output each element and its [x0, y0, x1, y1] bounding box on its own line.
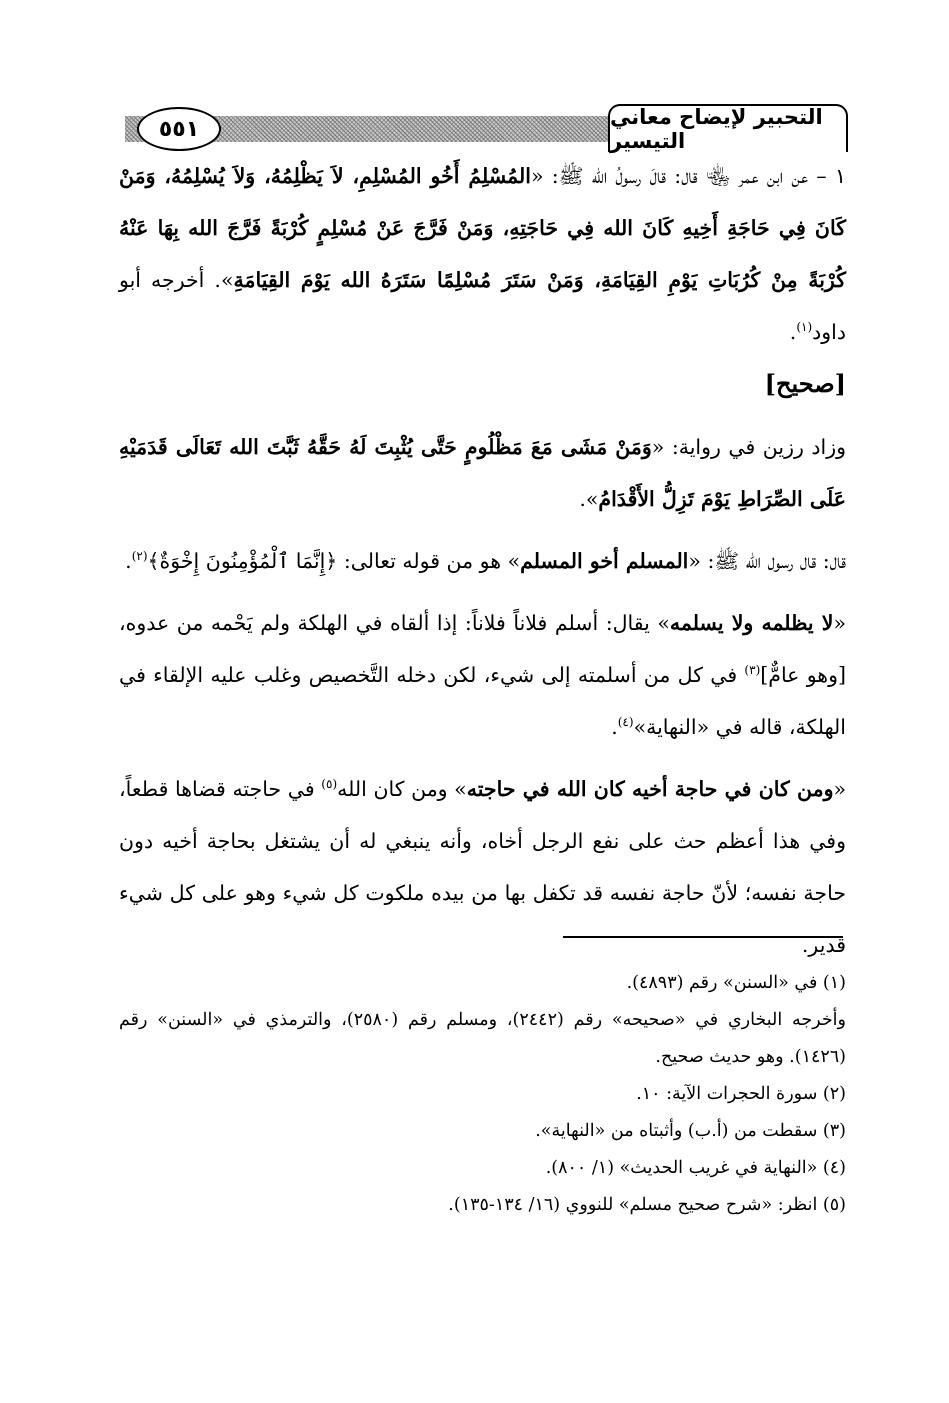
text-run: في كل من أسلمته إلى شيء، لكن دخله التَّخصيص وغلب عليه الإلقاء في الهلكة، قاله في «النهاية» — [119, 663, 846, 739]
text-run: » هو من قوله تعالى: ﴿إِنَّمَا ٱلْمُؤْمِنُونَ إِخْوَةٌ﴾ — [147, 549, 521, 573]
text-run: » ومن كان الله — [337, 777, 467, 801]
footnote: (٥) انظر: «شرح صحيح مسلم» للنووي (١٦/ ١٣٤-١٣٥). — [448, 1195, 846, 1215]
hadith-text: المُسْلِمُ أَخُو المُسْلِمِ، لاَ يَظْلِمُهُ، وَلاَ يُسْلِمُهُ، وَمَنْ كَانَ فِي حَاجَةِ أَخِيهِ كَانَ الله فِي حَاجَتِهِ، وَمَنْ فَرَّجَ عَنْ مُسْلِمٍ كُرْبَةً فَرَّجَ الله بِهَا عَنْهُ كُرْبَةً مِنْ كُرُبَاتِ يَوْمِ القِيَامَةِ، وَمَنْ سَتَرَ مُسْلِمًا سَتَرَهُ الله يَوْمَ القِيَامَةِ — [119, 164, 846, 292]
footnote-ref: (٣) — [744, 663, 761, 678]
footnote: (١) في «السنن» رقم (٤٨٩٣). — [626, 973, 846, 993]
text-run: ١ – عن ابن عمر ﵄ قال: قالَ رسولُ الله ﷺ: « — [530, 164, 846, 188]
text-run: وزاد رزين في رواية: « — [651, 435, 846, 459]
text-run: في حاجته قضاها قطعاً، وفي هذا أعظم حث على نفع الرجل أخاه، وأنه ينبغي له أن يشتغل بحاجة أخيه دون حاجة نفسه؛ لأنّ حاجة نفسه قد تكفل بها من بيده ملكوت كل شيء وهو على كل شيء قدير. — [119, 777, 846, 957]
footnotes — [119, 965, 846, 1224]
text-run: « — [833, 611, 847, 635]
footnote-ref: (٤) — [617, 715, 634, 730]
commentary-paragraph — [119, 763, 846, 971]
text-run: . — [125, 549, 132, 573]
text-run: ». أخرجه أبو داود — [119, 268, 846, 344]
footnote-divider — [563, 936, 843, 938]
text-run: . — [789, 320, 797, 344]
footnote-ref: (٥) — [321, 777, 338, 792]
footnote-ref: (١) — [796, 320, 813, 335]
grade-badge: [صحيح] — [764, 369, 846, 398]
commentary-paragraph — [119, 597, 846, 753]
text-run: ». — [579, 487, 599, 511]
footnote: (٢) سورة الحجرات الآية: ١٠. — [636, 1084, 846, 1104]
text-run: . — [611, 715, 618, 739]
text-run: » يقال: أسلم فلاناً فلاناً: إذا ألقاه في الهلكة ولم يَحْمه من عدوه، [وهو عامٌّ] — [119, 611, 847, 687]
text-run: قال: قال رسول الله ﷺ: « — [688, 549, 846, 573]
hadith-paragraph — [119, 150, 846, 358]
footnote-ref: (٢) — [131, 549, 148, 564]
hadith-text: وَمَنْ مَشَى مَعَ مَظْلُومٍ حَتَّى يُثْبِتَ لَهُ حَقَّهُ ثَبَّتَ الله تَعَالَى قَدَمَيْهِ عَلَى الصِّرَاطِ يَوْمَ تَزِلُّ الأَقْدَامُ — [119, 435, 846, 511]
commentary-paragraph — [119, 535, 846, 587]
quoted-phrase: لا يظلمه ولا يسلمه — [669, 611, 834, 635]
quoted-phrase: المسلم أخو المسلم — [520, 549, 689, 573]
footnote: وأخرجه البخاري في «صحيحه» رقم (٢٤٤٢)، ومسلم رقم (٢٥٨٠)، والترمذي في «السنن» رقم (١٤٢٦). وهو حديث صحيح. — [119, 1010, 846, 1067]
footnote: (٣) سقطت من (أ.ب) وأثبتاه من «النهاية». — [535, 1121, 846, 1141]
main-text — [119, 150, 846, 971]
book-title: التحبير لإيضاح معاني التيسير — [608, 104, 848, 152]
footnote: (٤) «النهاية في غريب الحديث» (١/ ٨٠٠). — [545, 1158, 846, 1178]
razin-paragraph — [119, 421, 846, 525]
page-number: ٥٥١ — [137, 107, 221, 151]
quoted-phrase: ومن كان في حاجة أخيه كان الله في حاجته — [466, 777, 834, 801]
text-run: « — [833, 777, 847, 801]
grade-line — [119, 358, 846, 411]
